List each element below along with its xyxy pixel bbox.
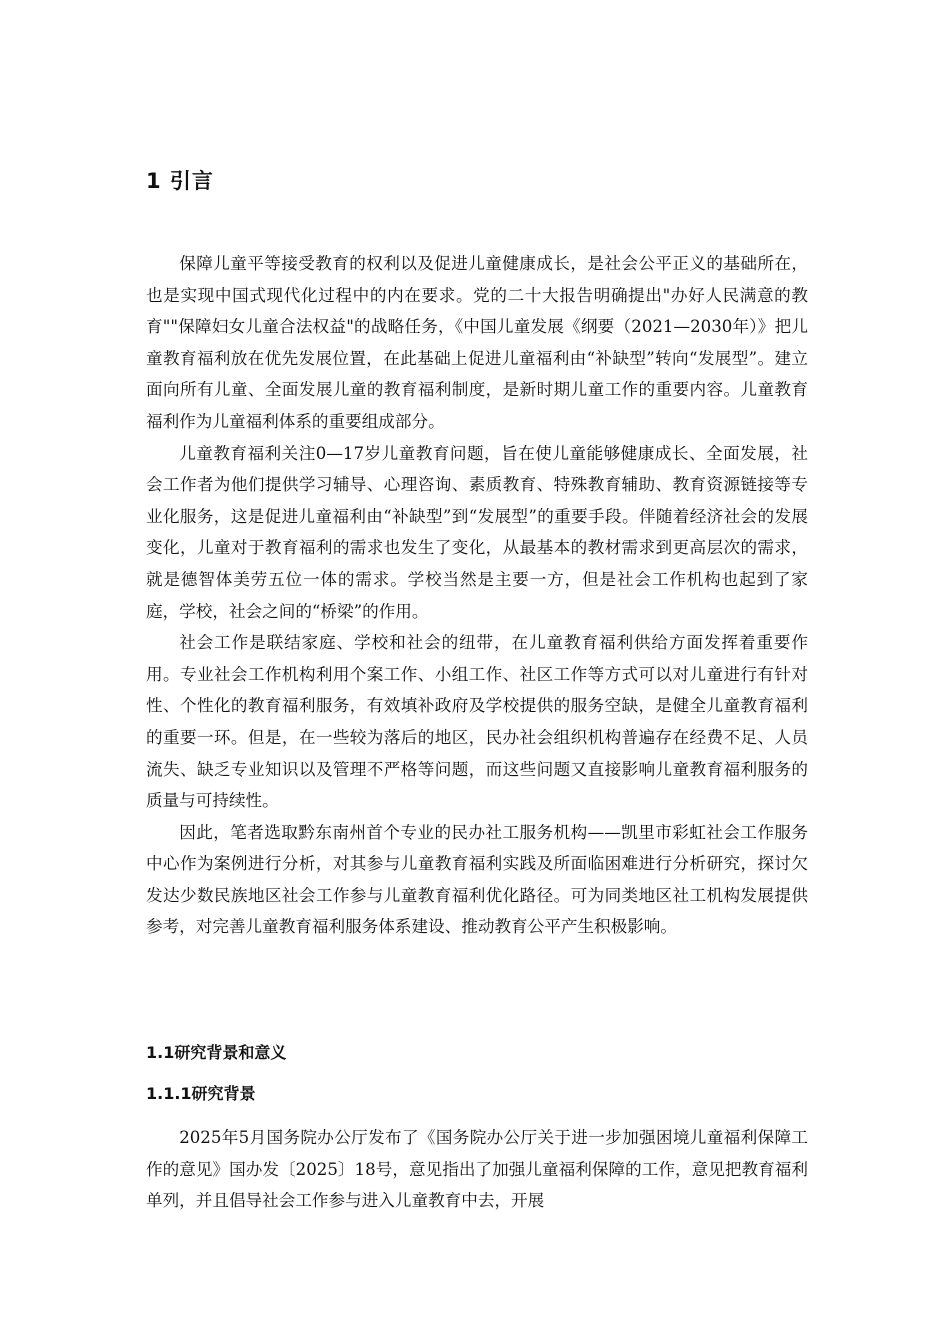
section-heading-1-1: 1.1研究背景和意义 — [146, 1043, 287, 1062]
paragraph: 因此，笔者选取黔东南州首个专业的民办社工服务机构——凯里市彩虹社会工作服务中心作为案例进行分析，对其参与儿童教育福利实践及所面临困难进行分析研究，探讨欠发达少数民族地区社会工作参与儿童教育福利优化路径。可为同类地区社工机构发展提供参考，对完善儿童教育福利服务体系建设、推动教育公平产生积极影响。 — [146, 822, 808, 937]
section-heading-1-1-1: 1.1.1研究背景 — [146, 1084, 256, 1103]
paragraph: 保障儿童平等接受教育的权利以及促进儿童健康成长，是社会公平正义的基础所在，也是实现中国式现代化过程中的内在要求。党的二十大报告明确提出"办好人民满意的教育""保障妇女儿童合法权益"的战略任务，《中国儿童发展《纲要（2021—2030年）》把儿童教育福利放在优先发展位置，在此基础上促进儿童福利由“补缺型”转向“发展型”。建立面向所有儿童、全面发展儿童的教育福利制度，是新时期儿童工作的重要内容。儿童教育福利作为儿童福利体系的重要组成部分。 — [146, 254, 808, 431]
intro-body — [146, 248, 808, 943]
background-body — [146, 1122, 808, 1217]
paragraph: 儿童教育福利关注0—17岁儿童教育问题，旨在使儿童能够健康成长、全面发展，社会工作者为他们提供学习辅导、心理咨询、素质教育、特殊教育辅助、教育资源链接等专业化服务，这是促进儿童福利由“补缺型”到“发展型”的重要手段。伴随着经济社会的发展变化，儿童对于教育福利的需求也发生了变化，从最基本的教材需求到更高层次的需求，就是德智体美劳五位一体的需求。学校当然是主要一方，但是社会工作机构也起到了家庭，学校，社会之间的“桥梁”的作用。 — [146, 443, 808, 621]
chapter-title: 1 引言 — [146, 169, 214, 193]
paragraph: 社会工作是联结家庭、学校和社会的纽带，在儿童教育福利供给方面发挥着重要作用。专业社会工作机构利用个案工作、小组工作、社区工作等方式可以对儿童进行有针对性、个性化的教育福利服务，有效填补政府及学校提供的服务空缺，是健全儿童教育福利的重要一环。但是，在一些较为落后的地区，民办社会组织机构普遍存在经费不足、人员流失、缺乏专业知识以及管理不严格等问题，而这些问题又直接影响儿童教育福利服务的质量与可持续性。 — [146, 633, 808, 811]
paragraph: 2025年5月国务院办公厅发布了《国务院办公厅关于进一步加强困境儿童福利保障工作的意见》国办发〔2025〕18号，意见指出了加强儿童福利保障的工作，意见把教育福利单列，并且倡导社会工作参与进入儿童教育中去，开展 — [146, 1128, 808, 1211]
